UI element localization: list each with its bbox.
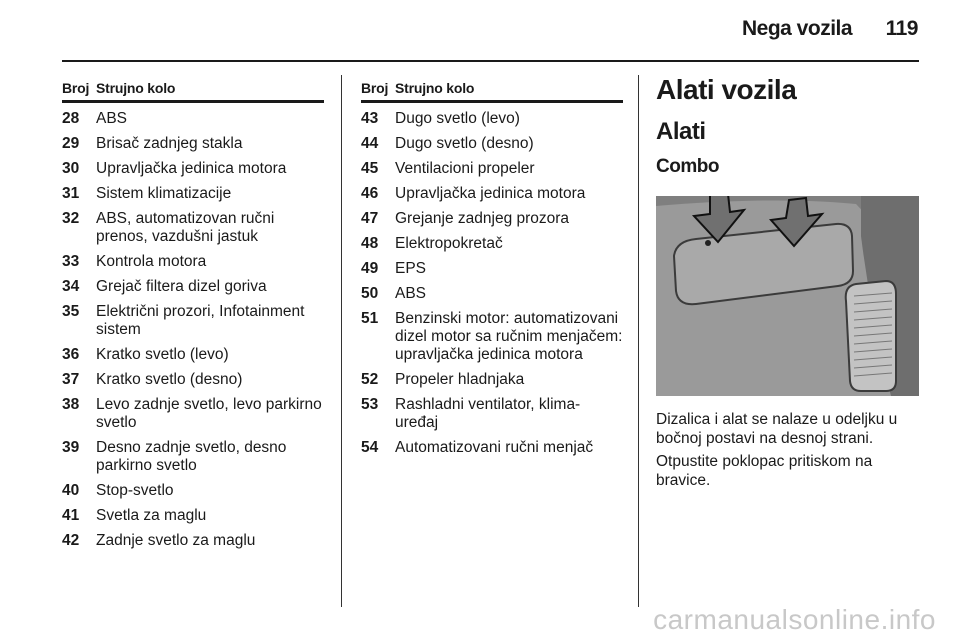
fuse-number: 39 [62,439,80,456]
circuit-description: Zadnje svetlo za maglu [96,532,256,549]
circuit-description: Ventilacioni propeler [395,160,535,177]
fuse-number: 51 [361,310,379,327]
page-header-title: Nega vozila [742,17,853,40]
fuse-number: 28 [62,110,80,127]
table-row [62,396,324,432]
circuit-description: Kratko svetlo (levo) [96,346,229,363]
table-row [361,310,623,364]
circuit-description: Upravljačka jedinica motora [395,185,586,202]
table-row [361,235,623,253]
fuse-number: 32 [62,210,80,227]
table-body [62,110,324,550]
fuse-number: 35 [62,303,80,320]
circuit-description: Grejač filtera dizel goriva [96,278,267,295]
fuse-number: 43 [361,110,379,127]
circuit-description: Grejanje zadnjeg prozora [395,210,570,227]
fuse-number: 52 [361,371,379,388]
fuse-table-middle [361,80,623,457]
circuit-description: Propeler hladnjaka [395,371,525,388]
section-heading-sub: Alati [656,118,706,145]
watermark: carmanualsonline.info [653,604,936,635]
fuse-number: 49 [361,260,379,277]
page-number: 119 [885,17,918,40]
fuse-number: 46 [361,185,379,202]
tool-compartment-drawing [656,196,919,396]
release-cover-text: Otpustite poklopac pritiskom na bravice. [656,453,873,489]
circuit-description: EPS [395,260,427,277]
fuse-number: 29 [62,135,80,152]
circuit-description: Brisač zadnjeg stakla [96,135,243,152]
table-row [62,253,324,271]
fuse-number: 50 [361,285,379,302]
fuse-number: 45 [361,160,379,177]
circuit-description: Dugo svetlo (levo) [395,110,520,127]
table-row [62,278,324,296]
circuit-description: Stop-svetlo [96,482,174,499]
circuit-description: ABS, automatizovan ručni prenos, vazdušni jastuk [96,210,275,245]
table-row [361,160,623,178]
circuit-description: Levo zadnje svetlo, levo parkirno svetlo [96,396,322,431]
col-header-number: Broj [361,80,389,96]
col-header-circuit: Strujno kolo [96,80,176,96]
table-row [62,135,324,153]
table-header [62,80,324,103]
tool-compartment-illustration [656,196,919,396]
circuit-description: ABS [96,110,128,127]
table-row [62,482,324,500]
table-row [62,303,324,339]
table-header [361,80,623,103]
column-divider-2 [638,75,639,607]
col-header-circuit: Strujno kolo [395,80,475,96]
circuit-description: Upravljačka jedinica motora [96,160,287,177]
table-row [361,260,623,278]
circuit-description: Automatizovani ručni menjač [395,439,594,456]
fuse-number: 48 [361,235,379,252]
circuit-description: Rashladni ventilator, klima-uređaj [395,396,581,431]
fuse-number: 41 [62,507,80,524]
circuit-description: Kratko svetlo (desno) [96,371,243,388]
table-row [62,210,324,246]
circuit-description: ABS [395,285,427,302]
table-row [361,210,623,228]
fuse-number: 42 [62,532,80,549]
table-row [62,185,324,203]
section-heading-main: Alati vozila [656,74,797,105]
table-row [62,532,324,550]
circuit-description: Kontrola motora [96,253,207,270]
table-body [361,110,623,457]
fuse-number: 38 [62,396,80,413]
table-row [62,346,324,364]
col-header-number: Broj [62,80,90,96]
fuse-number: 44 [361,135,379,152]
table-row [361,135,623,153]
section-heading-minor: Combo [656,156,719,177]
circuit-description: Desno zadnje svetlo, desno parkirno svetlo [96,439,287,474]
fuse-number: 36 [62,346,80,363]
column-divider-1 [341,75,342,607]
circuit-description: Električni prozori, Infotainment sistem [96,303,305,338]
fuse-number: 31 [62,185,80,202]
circuit-description: Dugo svetlo (desno) [395,135,534,152]
table-row [62,160,324,178]
table-row [361,185,623,203]
header-rule [62,60,919,62]
fuse-number: 34 [62,278,80,295]
circuit-description: Elektropokretač [395,235,503,252]
tool-location-text: Dizalica i alat se nalaze u odeljku u bočnoj postavi na desnoj strani. [656,411,898,447]
circuit-description: Benzinski motor: automatizovani dizel motor sa ručnim menjačem: upravljačka jedinica motora [395,310,623,363]
table-row [361,439,623,457]
circuit-description: Svetla za maglu [96,507,207,524]
table-row [62,507,324,525]
fuse-number: 40 [62,482,80,499]
fuse-number: 47 [361,210,379,227]
table-row [361,371,623,389]
fuse-number: 53 [361,396,379,413]
table-row [62,110,324,128]
table-row [361,110,623,128]
table-row [62,439,324,475]
fuse-number: 54 [361,439,379,456]
fuse-number: 33 [62,253,80,270]
fuse-number: 30 [62,160,80,177]
circuit-description: Sistem klimatizacije [96,185,232,202]
table-row [62,371,324,389]
table-row [361,285,623,303]
table-row [361,396,623,432]
fuse-table-left [62,80,324,550]
fuse-number: 37 [62,371,80,388]
